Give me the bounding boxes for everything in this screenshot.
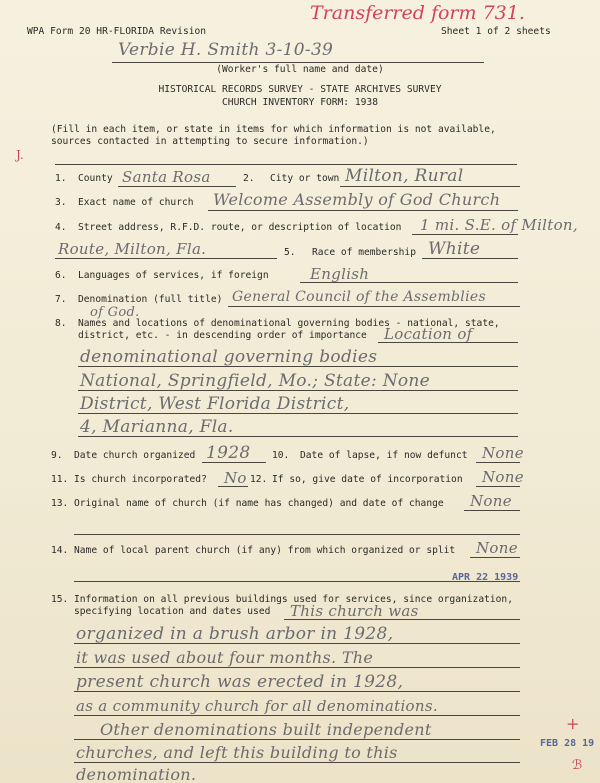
item-8-underline-4 xyxy=(78,413,518,414)
item-6-num: 6. xyxy=(55,270,67,281)
item-14-value: None xyxy=(476,539,518,557)
item-8-underline-3 xyxy=(78,390,518,391)
item-13-underline-1 xyxy=(464,510,520,511)
instructions-line1: (Fill in each item, or state in items for which information is not available, xyxy=(51,124,496,135)
item-7-label: Denomination (full title) xyxy=(78,294,223,305)
item-12-label: If so, give date of incorporation xyxy=(272,474,463,485)
item-4-underline-1 xyxy=(412,234,518,235)
item-6-underline xyxy=(300,282,518,283)
item-15-underline-3 xyxy=(74,667,520,668)
item-9-num: 9. xyxy=(51,450,63,461)
item-10-label: Date of lapse, if now defunct xyxy=(300,450,468,461)
item-12-value: None xyxy=(482,468,524,486)
item-4-num: 4. xyxy=(55,222,67,233)
rule-top xyxy=(55,164,517,165)
margin-mark: J. xyxy=(16,148,24,162)
item-15-num: 15. xyxy=(51,594,69,605)
item-6-value: English xyxy=(310,265,370,283)
item-5-label: Race of membership xyxy=(312,247,416,258)
item-8-underline-5 xyxy=(78,436,518,437)
item-15-value-line4: present church was erected in 1928, xyxy=(76,672,404,692)
item-3-value: Welcome Assembly of God Church xyxy=(213,190,501,209)
item-15-underline-6 xyxy=(74,739,520,740)
filed-stamp: FEB 28 19 xyxy=(540,738,595,749)
item-2-label: City or town xyxy=(270,173,340,184)
item-15-value-line2: organized in a brush arbor in 1928, xyxy=(76,624,394,644)
item-8-value-line5: 4, Marianna, Fla. xyxy=(80,417,234,437)
item-14-num: 14. xyxy=(51,545,69,556)
item-8-value-line3: National, Springfield, Mo.; State: None xyxy=(80,371,431,391)
item-12-underline xyxy=(476,486,520,487)
item-1-underline xyxy=(118,186,236,187)
survey-title: HISTORICAL RECORDS SURVEY - STATE ARCHIVES SURVEY xyxy=(158,84,442,95)
item-10-value: None xyxy=(482,444,524,462)
item-11-num: 11. xyxy=(51,474,69,485)
item-8-num: 8. xyxy=(55,318,67,329)
item-15-label-line2: specifying location and dates used xyxy=(74,606,271,617)
item-11-value: No xyxy=(224,469,247,487)
instructions-line2: sources contacted in attempting to secure information.) xyxy=(51,136,369,147)
item-8-label-line2: district, etc. - in descending order of importance xyxy=(78,330,367,341)
item-3-num: 3. xyxy=(55,197,67,208)
transferred-note: Transferred form 731. xyxy=(310,2,525,24)
item-13-value: None xyxy=(470,492,512,510)
item-15-value-line7: churches, and left this building to this xyxy=(76,743,398,762)
item-11-label: Is church incorporated? xyxy=(74,474,207,485)
item-2-num: 2. xyxy=(243,173,255,184)
item-7-num: 7. xyxy=(55,294,67,305)
received-stamp: APR 22 1939 xyxy=(452,572,519,583)
item-15-underline-1 xyxy=(284,619,520,620)
item-3-underline xyxy=(208,210,518,211)
item-5-underline xyxy=(422,258,518,259)
item-9-value: 1928 xyxy=(206,443,251,463)
item-3-label: Exact name of church xyxy=(78,197,194,208)
form-id: WPA Form 20 HR-FLORIDA Revision xyxy=(27,26,207,37)
item-11-underline xyxy=(218,486,248,487)
item-15-value-line1: This church was xyxy=(290,602,419,620)
item-12-num: 12. xyxy=(250,474,268,485)
item-4-label: Street address, R.F.D. route, or description of location xyxy=(78,222,402,233)
item-1-label: County xyxy=(78,173,113,184)
corner-initial-mark: ℬ xyxy=(572,758,583,773)
item-1-num: 1. xyxy=(55,173,67,184)
item-13-label: Original name of church (if name has changed) and date of change xyxy=(74,498,444,509)
item-8-value-line2: denominational governing bodies xyxy=(80,347,378,367)
item-2-value: Milton, Rural xyxy=(345,166,464,186)
worker-underline xyxy=(112,62,484,63)
item-14-underline-1 xyxy=(470,557,520,558)
item-1-value: Santa Rosa xyxy=(122,168,211,186)
item-7-value-line2: of God. xyxy=(90,305,140,320)
item-5-num: 5. xyxy=(284,247,296,258)
cross-mark: + xyxy=(566,714,580,733)
form-title: CHURCH INVENTORY FORM: 1938 xyxy=(222,97,378,108)
item-10-num: 10. xyxy=(272,450,290,461)
item-15-label-line1: Information on all previous buildings used for services, since organization, xyxy=(74,594,513,605)
item-4-value-line1: 1 mi. S.E. of Milton, xyxy=(420,216,578,234)
item-4-value-line2: Route, Milton, Fla. xyxy=(58,240,207,258)
item-8-value-line4: District, West Florida District, xyxy=(80,394,350,414)
item-4-underline-2 xyxy=(55,258,277,259)
item-9-label: Date church organized xyxy=(74,450,196,461)
item-8-underline-1 xyxy=(378,342,518,343)
item-5-value: White xyxy=(428,239,481,259)
item-15-value-line6: Other denominations built independent xyxy=(100,720,432,739)
item-15-value-line5: as a community church for all denominations. xyxy=(76,697,438,715)
item-15-underline-2 xyxy=(74,643,520,644)
item-6-label: Languages of services, if foreign xyxy=(78,270,269,281)
item-15-underline-7 xyxy=(74,762,520,763)
worker-signature: Verbie H. Smith 3-10-39 xyxy=(118,40,334,60)
sheet-number: Sheet 1 of 2 sheets xyxy=(441,26,551,37)
worker-caption: (Worker's full name and date) xyxy=(216,64,384,75)
item-15-underline-5 xyxy=(74,715,520,716)
item-7-underline xyxy=(228,306,520,307)
item-8-label-line1: Names and locations of denominational governing bodies - national, state, xyxy=(78,318,500,329)
item-15-underline-4 xyxy=(74,691,520,692)
item-2-underline xyxy=(340,186,520,187)
item-8-value-line1: Location of xyxy=(384,325,473,343)
item-15-value-line3: it was used about four months. The xyxy=(76,648,374,667)
item-13-underline-2 xyxy=(74,534,520,535)
item-7-value-line1: General Council of the Assemblies xyxy=(232,289,486,305)
item-15-value-line8: denomination. xyxy=(76,765,197,783)
item-10-underline xyxy=(476,462,520,463)
item-13-num: 13. xyxy=(51,498,69,509)
item-9-underline xyxy=(202,462,266,463)
item-14-label: Name of local parent church (if any) from which organized or split xyxy=(74,545,456,556)
item-8-underline-2 xyxy=(78,366,518,367)
